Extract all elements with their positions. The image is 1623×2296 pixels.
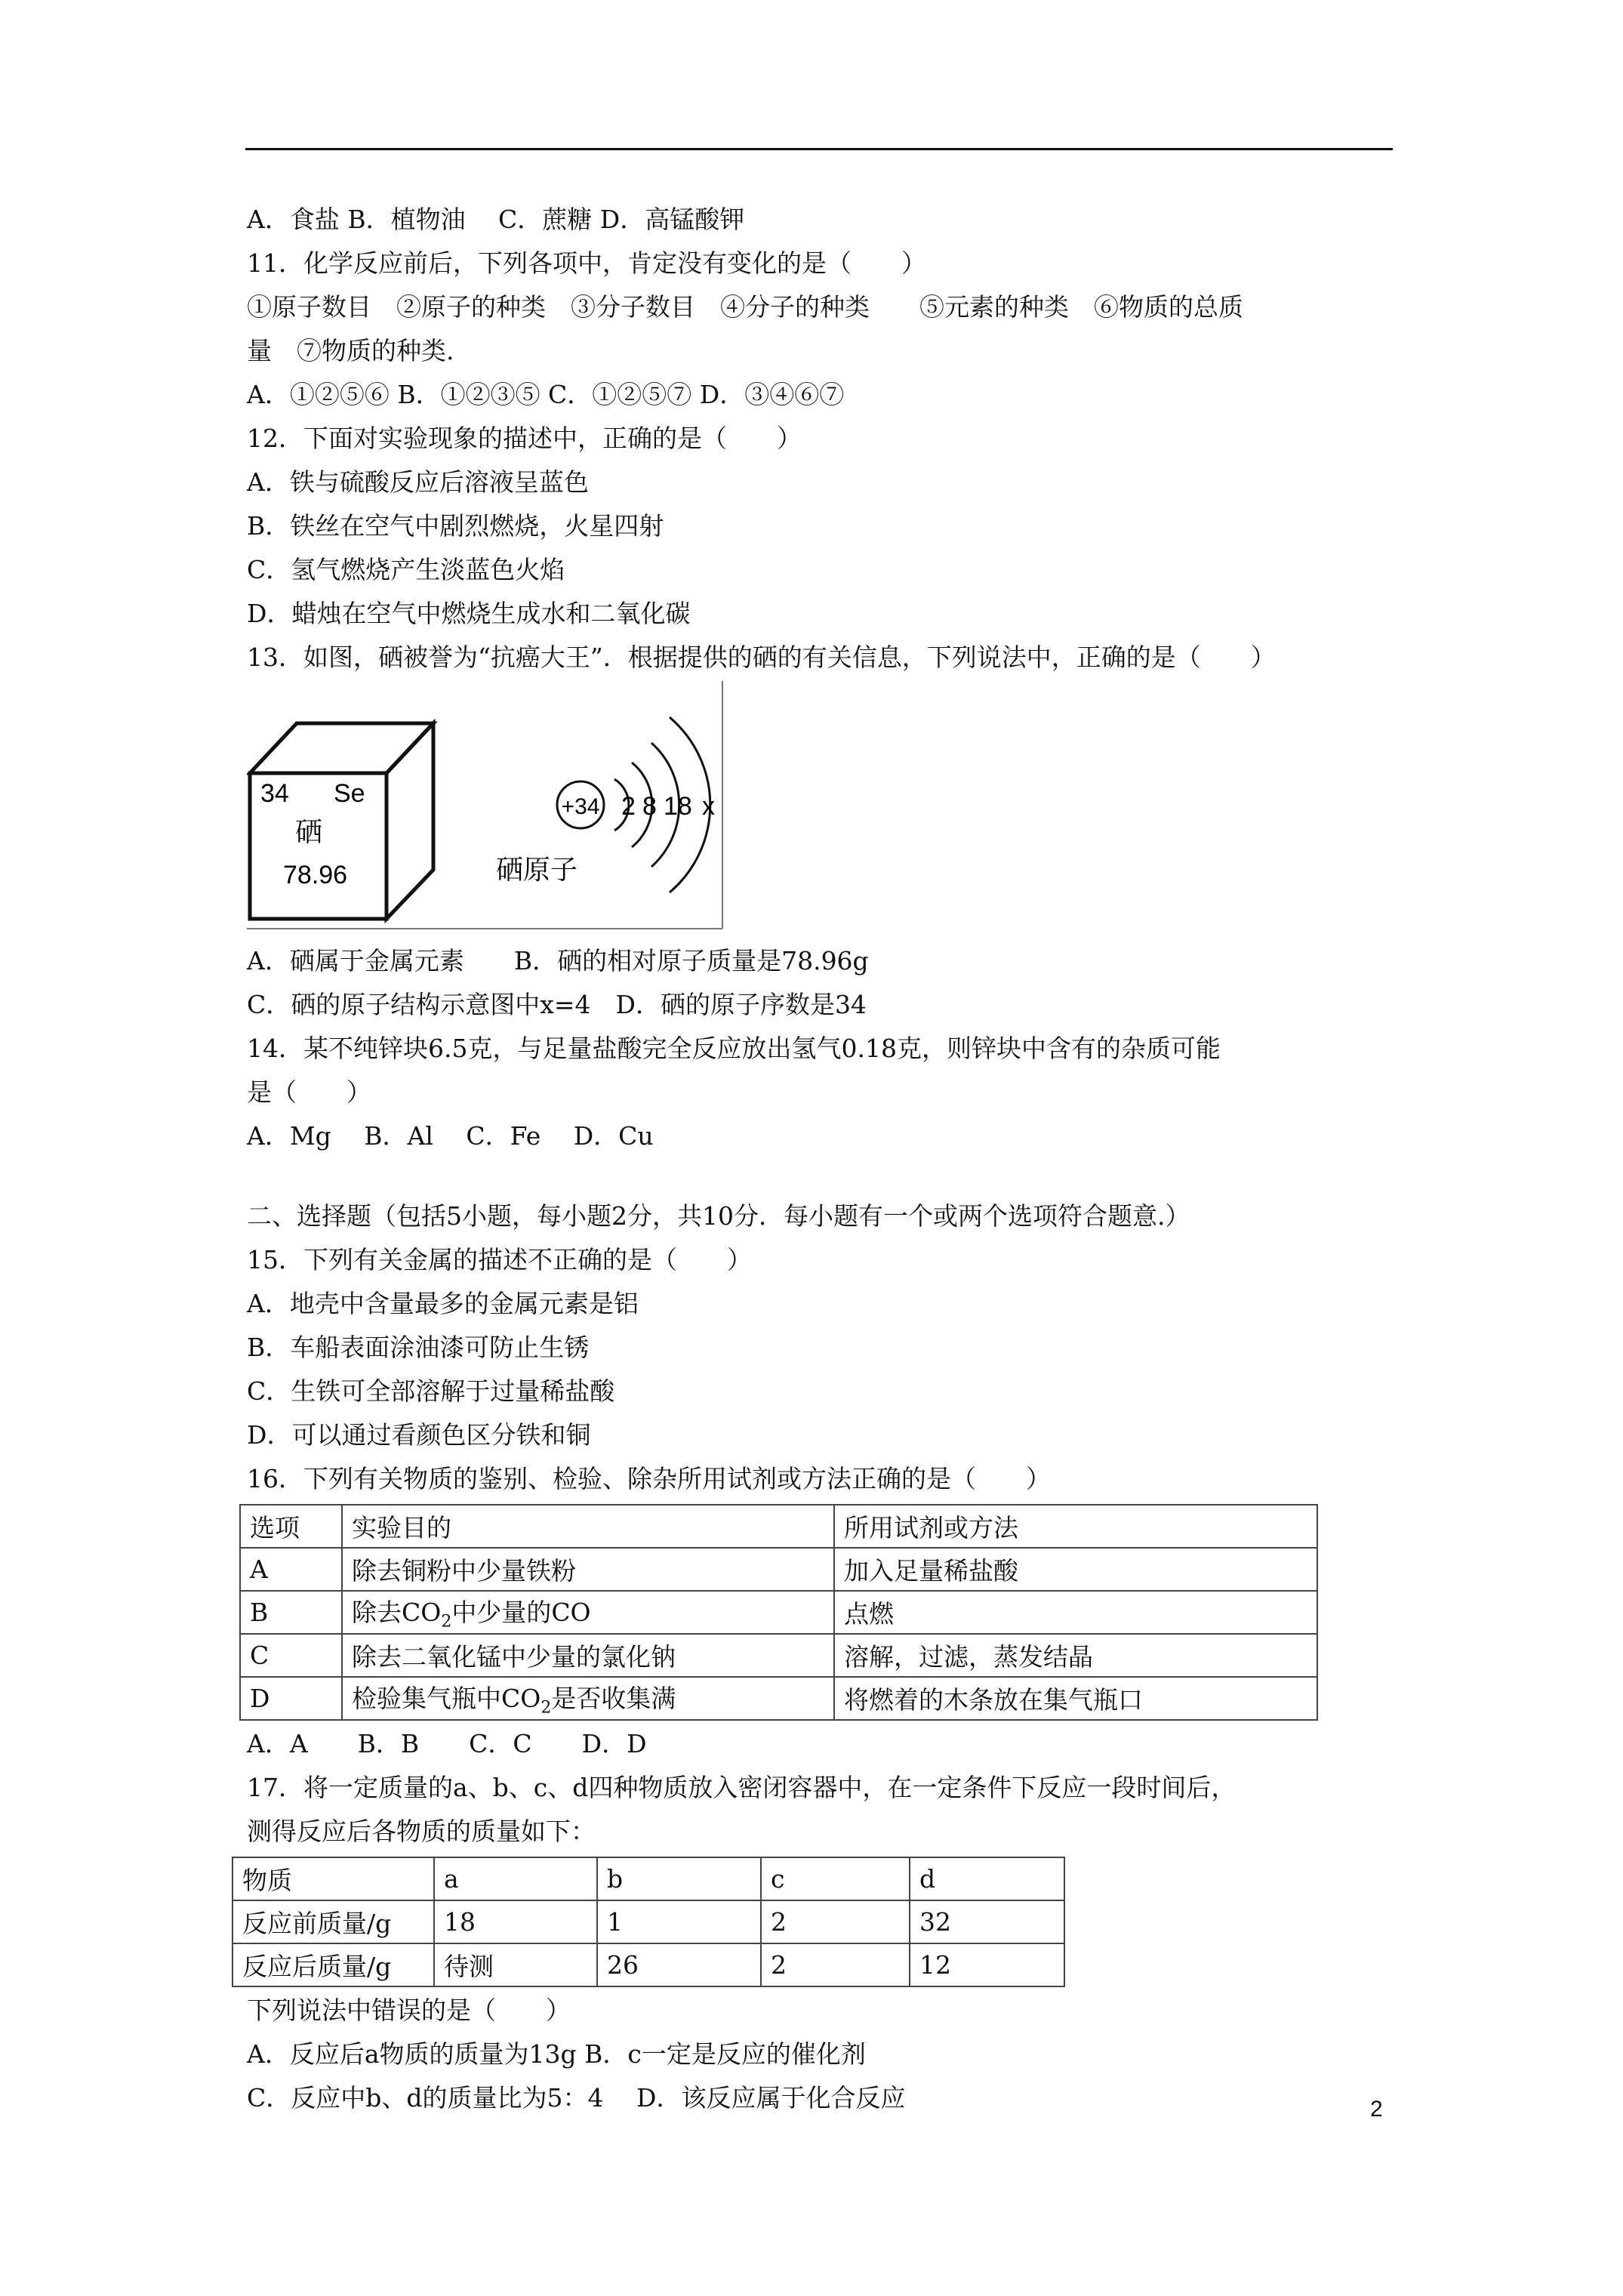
q15-option-a: A．地壳中含量最多的金属元素是铝 <box>247 1289 639 1318</box>
element-symbol: Se <box>334 779 365 808</box>
table-cell: 18 <box>434 1900 597 1943</box>
table-cell: 点燃 <box>834 1591 1317 1634</box>
table-cell: 2 <box>761 1943 910 1986</box>
table-header-cell: 所用试剂或方法 <box>834 1505 1317 1548</box>
table-cell <box>342 1591 834 1634</box>
table-cell: D <box>240 1677 342 1720</box>
q15-option-b: B．车船表面涂油漆可防止生锈 <box>247 1333 590 1362</box>
q15-option-d: D．可以通过看颜色区分铁和铜 <box>247 1420 591 1450</box>
q16-stem: 16．下列有关物质的鉴别、检验、除杂所用试剂或方法正确的是（ ） <box>247 1464 1051 1493</box>
q12-stem: 12．下面对实验现象的描述中，正确的是（ ） <box>247 424 802 453</box>
nucleus-charge: +34 <box>561 794 600 819</box>
cell-text: 除去CO <box>352 1598 442 1628</box>
q11-stem: 11．化学反应前后，下列各项中，肯定没有变化的是（ ） <box>247 248 926 278</box>
page-content <box>242 198 1394 2120</box>
q16-options: A．A B．B C．C D．D <box>247 1729 647 1758</box>
q12-option-b: B．铁丝在空气中剧烈燃烧，火星四射 <box>247 511 664 541</box>
table-cell: A <box>240 1548 342 1591</box>
table-header-cell: 物质 <box>233 1857 434 1900</box>
table-cell: B <box>240 1591 342 1634</box>
table-row <box>240 1591 1317 1634</box>
q11-items-line2: 量 ⑦物质的种类. <box>247 336 454 365</box>
table-cell: 溶解，过滤，蒸发结晶 <box>834 1634 1317 1677</box>
page-number: 2 <box>1370 2097 1383 2122</box>
q15-option-c: C．生铁可全部溶解于过量稀盐酸 <box>247 1376 615 1406</box>
table-cell: 加入足量稀盐酸 <box>834 1548 1317 1591</box>
atomic-mass: 78.96 <box>283 861 348 889</box>
q13-options-line1: A．硒属于金属元素 B．硒的相对原子质量是78.96g <box>247 946 869 975</box>
cell-text: 是否收集满 <box>551 1684 676 1714</box>
table-header-cell: a <box>434 1857 597 1900</box>
table-row <box>233 1900 1064 1943</box>
table-header-cell: b <box>597 1857 761 1900</box>
table-header-cell: d <box>910 1857 1064 1900</box>
table-cell: 12 <box>910 1943 1064 1986</box>
q11-items-line1: ①原子数目 ②原子的种类 ③分子数目 ④分子的种类 ⑤元素的种类 ⑥物质的总质 <box>247 292 1243 322</box>
table-row <box>240 1677 1317 1720</box>
cell-text: 中少量的CO <box>451 1598 591 1628</box>
table-cell: 反应后质量/g <box>233 1943 434 1986</box>
table-header-cell: 选项 <box>240 1505 342 1548</box>
q14-options: A．Mg B．Al C．Fe D．Cu <box>247 1121 654 1151</box>
shell-electrons-1: 2 <box>621 792 636 821</box>
shell-electrons-4: x <box>702 792 715 821</box>
atomic-number: 34 <box>260 779 289 808</box>
element-name: 硒 <box>295 817 323 848</box>
table-cell: 26 <box>597 1943 761 1986</box>
q17-stem-line2: 测得反应后各物质的质量如下： <box>247 1817 596 1846</box>
table-cell: 将燃着的木条放在集气瓶口 <box>834 1677 1317 1720</box>
section-2-heading: 二、选择题（包括5小题，每小题2分，共10分．每小题有一个或两个选项符合题意.） <box>247 1201 1190 1231</box>
q14-stem-line2: 是（ ） <box>247 1077 371 1107</box>
q17-options-line1: A．反应后a物质的质量为13g B．c一定是反应的催化剂 <box>247 2039 866 2069</box>
q10-options: A．食盐 B．植物油 C．蔗糖 D．高锰酸钾 <box>247 205 745 234</box>
table-cell: 32 <box>910 1900 1064 1943</box>
table-header-row <box>240 1505 1317 1548</box>
table-header-cell: c <box>761 1857 910 1900</box>
q13-stem: 13．如图，硒被誉为“抗癌大王”．根据提供的硒的有关信息，下列说法中，正确的是（ ） <box>247 643 1276 672</box>
table-header-row <box>233 1857 1064 1900</box>
q15-stem: 15．下列有关金属的描述不正确的是（ ） <box>247 1245 752 1274</box>
q17-table <box>232 1857 1065 1987</box>
table-header-cell: 实验目的 <box>342 1505 834 1548</box>
q17-options-line2: C．反应中b、d的质量比为5：4 D．该反应属于化合反应 <box>247 2083 906 2113</box>
q14-stem-line1: 14．某不纯锌块6.5克，与足量盐酸完全反应放出氢气0.18克，则锌块中含有的杂质可能 <box>247 1034 1221 1063</box>
header-rule <box>245 148 1393 150</box>
q12-option-d: D．蜡烛在空气中燃烧生成水和二氧化碳 <box>247 599 691 628</box>
table-cell: 除去二氧化锰中少量的氯化钠 <box>342 1634 834 1677</box>
cell-text: 检验集气瓶中CO <box>352 1684 541 1714</box>
table-row <box>233 1943 1064 1986</box>
cube-side-face <box>387 723 433 919</box>
q16-table <box>239 1504 1318 1721</box>
shell-electrons-2: 8 <box>642 792 657 821</box>
q12-option-c: C．氢气燃烧产生淡蓝色火焰 <box>247 555 565 584</box>
q17-after-table: 下列说法中错误的是（ ） <box>247 1996 571 2025</box>
atom-caption: 硒原子 <box>496 855 578 886</box>
table-cell: 2 <box>761 1900 910 1943</box>
table-row <box>240 1548 1317 1591</box>
table-cell <box>342 1677 834 1720</box>
table-cell: 1 <box>597 1900 761 1943</box>
selenium-figure-svg <box>247 681 745 933</box>
cube-top-face <box>250 723 433 773</box>
table-row <box>240 1634 1317 1677</box>
subscript: 2 <box>441 1612 452 1632</box>
q11-options: A．①②⑤⑥ B．①②③⑤ C．①②⑤⑦ D．③④⑥⑦ <box>247 380 845 409</box>
q13-options-line2: C．硒的原子结构示意图中x=4 D．硒的原子序数是34 <box>247 990 867 1019</box>
table-cell: 除去铜粉中少量铁粉 <box>342 1548 834 1591</box>
q17-stem-line1: 17．将一定质量的a、b、c、d四种物质放入密闭容器中，在一定条件下反应一段时间后， <box>247 1773 1236 1802</box>
table-cell: 反应前质量/g <box>233 1900 434 1943</box>
table-cell: 待测 <box>434 1943 597 1986</box>
q12-option-a: A．铁与硫酸反应后溶液呈蓝色 <box>247 467 589 497</box>
subscript: 2 <box>540 1698 552 1718</box>
table-cell: C <box>240 1634 342 1677</box>
selenium-figure <box>247 681 1394 933</box>
shell-electrons-3: 18 <box>664 792 692 821</box>
